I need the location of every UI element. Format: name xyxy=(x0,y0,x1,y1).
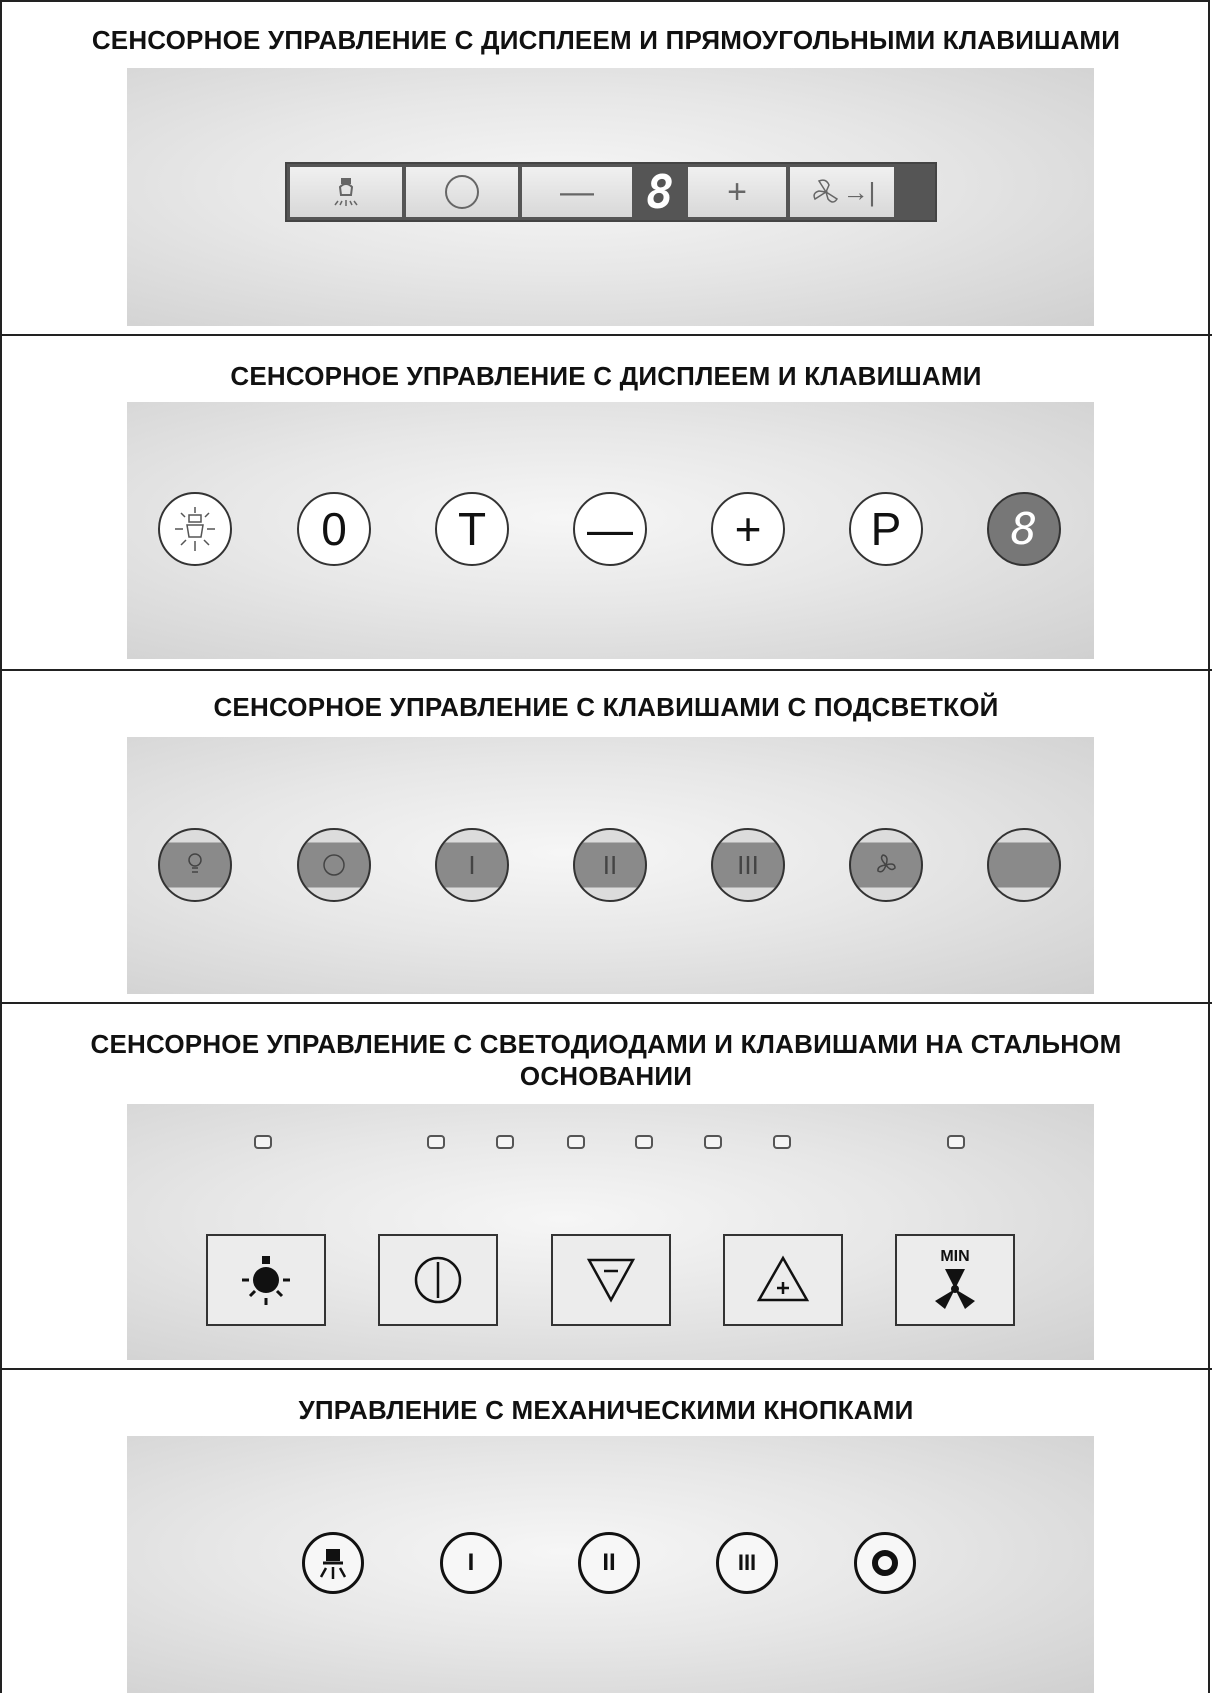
speed-3-key[interactable]: III xyxy=(711,828,785,902)
min-label: MIN xyxy=(940,1248,970,1265)
section-display-keys xyxy=(0,336,1212,671)
speed-2-key[interactable]: II xyxy=(578,1532,640,1594)
led-indicator xyxy=(947,1135,965,1149)
power-icon xyxy=(408,1250,468,1310)
section-title: СЕНСОРНОЕ УПРАВЛЕНИЕ С ДИСПЛЕЕМ И ПРЯМОУГОЛЬНЫМИ КЛАВИШАМИ xyxy=(91,25,1121,55)
rect-key-strip xyxy=(285,162,937,222)
led-indicator xyxy=(427,1135,445,1149)
fan-min-icon xyxy=(929,1265,981,1311)
dot-circle-icon xyxy=(868,1546,902,1580)
speed-2-key[interactable]: II xyxy=(573,828,647,902)
bulb-icon xyxy=(183,850,207,880)
zero-key[interactable]: 0 xyxy=(297,492,371,566)
speed-1-key[interactable]: I xyxy=(435,828,509,902)
plus-key[interactable]: + xyxy=(688,167,786,217)
timer-key[interactable]: T xyxy=(435,492,509,566)
led-indicator xyxy=(635,1135,653,1149)
light-key[interactable] xyxy=(158,828,232,902)
led-indicator xyxy=(704,1135,722,1149)
section-title: СЕНСОРНОЕ УПРАВЛЕНИЕ С СВЕТОДИОДАМИ И КЛАВИШАМИ НА СТАЛЬНОМ ОСНОВАНИИ xyxy=(90,1029,1122,1091)
segment-display xyxy=(636,167,684,217)
section-rect-keys xyxy=(0,0,1212,336)
light-key[interactable] xyxy=(290,167,402,217)
section-mechanical-keys xyxy=(0,1370,1212,1695)
section-backlit-keys xyxy=(0,671,1212,1004)
led-indicator xyxy=(254,1135,272,1149)
extra-key[interactable] xyxy=(987,828,1061,902)
lamp-icon xyxy=(313,1543,353,1583)
intensive-key[interactable] xyxy=(854,1532,916,1594)
section-title: СЕНСОРНОЕ УПРАВЛЕНИЕ С ДИСПЛЕЕМ И КЛАВИШАМИ xyxy=(230,361,982,391)
speed-3-key[interactable]: III xyxy=(716,1532,778,1594)
lamp-icon xyxy=(329,175,363,209)
power-circle-icon xyxy=(442,172,482,212)
power-key[interactable] xyxy=(297,828,371,902)
minus-triangle-icon xyxy=(581,1250,641,1310)
control-panel xyxy=(127,737,1094,994)
light-key[interactable] xyxy=(206,1234,326,1326)
light-key[interactable] xyxy=(158,492,232,566)
led-indicator xyxy=(567,1135,585,1149)
plus-key[interactable]: + xyxy=(711,492,785,566)
lamp-icon xyxy=(167,501,223,557)
timer-arrow: →| xyxy=(842,176,876,207)
section-title: УПРАВЛЕНИЕ С МЕХАНИЧЕСКИМИ КНОПКАМИ xyxy=(298,1395,914,1425)
decrease-key[interactable] xyxy=(551,1234,671,1326)
display-digit: 8 xyxy=(1010,503,1038,555)
program-key[interactable]: P xyxy=(849,492,923,566)
control-panel xyxy=(127,68,1094,326)
fan-timer-key[interactable] xyxy=(790,167,894,217)
control-panel xyxy=(127,1104,1094,1360)
section-led-keys xyxy=(0,1004,1212,1370)
speed-1-key[interactable]: I xyxy=(440,1532,502,1594)
control-panel xyxy=(127,402,1094,659)
power-circle-icon xyxy=(319,850,349,880)
control-panel xyxy=(127,1436,1094,1693)
led-indicator xyxy=(773,1135,791,1149)
fan-min-key[interactable] xyxy=(895,1234,1015,1326)
minus-key[interactable]: — xyxy=(522,167,632,217)
led-indicator xyxy=(496,1135,514,1149)
power-key[interactable] xyxy=(378,1234,498,1326)
display-digit: 8 xyxy=(646,165,674,219)
light-icon xyxy=(236,1250,296,1310)
minus-key[interactable]: — xyxy=(573,492,647,566)
light-key[interactable] xyxy=(302,1532,364,1594)
fan-timer-icon xyxy=(809,177,843,207)
increase-key[interactable] xyxy=(723,1234,843,1326)
display-indicator xyxy=(987,492,1061,566)
plus-triangle-icon xyxy=(753,1250,813,1310)
fan-key[interactable] xyxy=(849,828,923,902)
fan-icon xyxy=(871,850,901,880)
section-title: СЕНСОРНОЕ УПРАВЛЕНИЕ С КЛАВИШАМИ С ПОДСВЕТКОЙ xyxy=(213,692,999,722)
power-key[interactable] xyxy=(406,167,518,217)
